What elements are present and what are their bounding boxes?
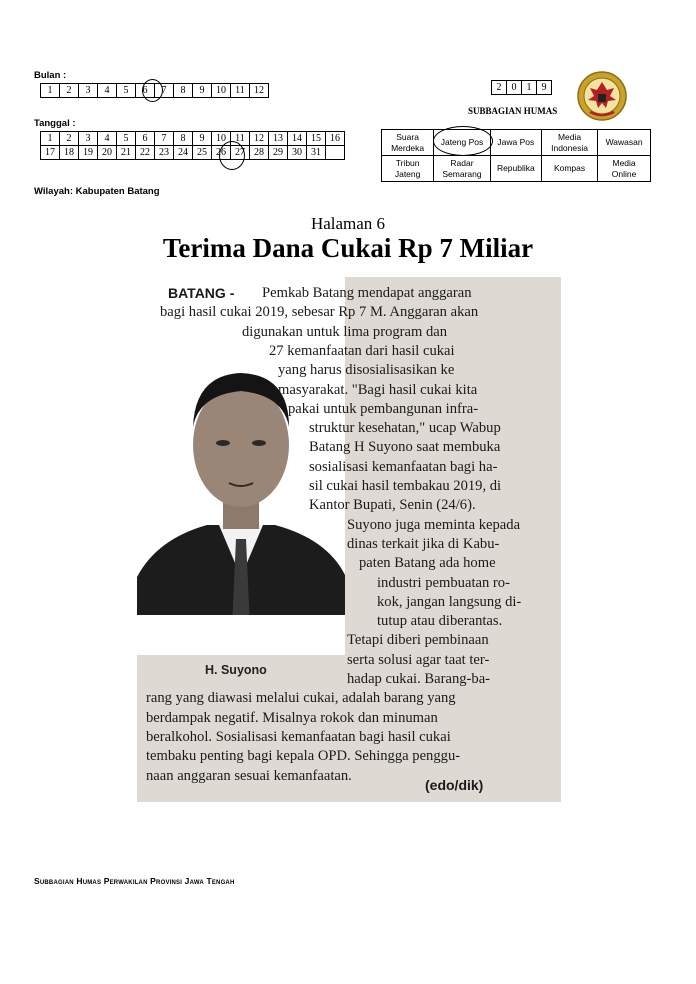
grid-cell: 2 <box>492 81 507 95</box>
author-credit: (edo/dik) <box>425 777 484 793</box>
article-line: pakai untuk pembangunan infra- <box>288 400 479 417</box>
selected-month-circle <box>142 79 163 102</box>
grid-cell: Republika <box>490 156 541 182</box>
grid-cell: 9 <box>537 81 552 95</box>
grid-cell: 1 <box>41 132 60 146</box>
article-line: paten Batang ada home <box>359 555 496 572</box>
grid-cell: 9 <box>193 132 212 146</box>
article-line: struktur kesehatan," ucap Wabup <box>309 420 501 437</box>
news-clipping <box>137 277 561 802</box>
grid-cell: 17 <box>41 146 60 160</box>
selected-media-circle <box>433 126 493 156</box>
grid-cell: 29 <box>269 146 288 160</box>
grid-cell: 19 <box>79 146 98 160</box>
article-line: Pemkab Batang mendapat anggaran <box>262 285 472 301</box>
year-box <box>491 80 552 95</box>
article-line: tutup atau diberantas. <box>377 613 503 630</box>
grid-cell: 0 <box>507 81 522 95</box>
grid-cell: 10 <box>212 132 231 146</box>
grid-cell: 5 <box>117 132 136 146</box>
dateline: BATANG - <box>168 285 235 301</box>
grid-cell: Media Indonesia <box>541 130 597 156</box>
photo-caption: H. Suyono <box>205 663 267 677</box>
article-line: tembaku penting bagi kepala OPD. Sehingga penggu- <box>146 748 461 765</box>
article-line: Kantor Bupati, Senin (24/6). <box>309 497 476 514</box>
grid-cell: 30 <box>288 146 307 160</box>
grid-cell: Suara Merdeka <box>382 130 434 156</box>
grid-cell: 1 <box>522 81 537 95</box>
article-line: berdampak negatif. Misalnya rokok dan minuman <box>146 709 438 726</box>
grid-cell: 16 <box>326 132 345 146</box>
grid-cell: 2 <box>60 84 79 98</box>
grid-cell: 3 <box>79 132 98 146</box>
article-line: kok, jangan langsung di- <box>377 593 522 610</box>
grid-cell: 11 <box>231 132 250 146</box>
grid-cell: 6 <box>136 84 155 98</box>
article-line: Tetapi diberi pembinaan <box>347 632 489 649</box>
grid-cell: 7 <box>155 84 174 98</box>
garuda-logo-icon <box>576 70 628 122</box>
grid-cell: 14 <box>288 132 307 146</box>
grid-cell: Tribun Jateng <box>382 156 434 182</box>
grid-cell: Jateng Pos <box>434 130 491 156</box>
grid-cell: Wawasan <box>598 130 651 156</box>
article-line: sosialisasi kemanfaatan bagi ha- <box>309 458 498 475</box>
grid-cell: 7 <box>155 132 174 146</box>
grid-cell: 12 <box>250 84 269 98</box>
article-line: industri pembuatan ro- <box>377 574 510 591</box>
grid-cell: 5 <box>117 84 136 98</box>
page-number: Halaman 6 <box>310 214 386 233</box>
grid-cell: 24 <box>174 146 193 160</box>
article-line: beralkohol. Sosialisasi kemanfaatan bagi hasil cukai <box>146 728 451 745</box>
grid-cell: 6 <box>136 132 155 146</box>
tanggal-label: Tanggal : <box>34 118 76 129</box>
grid-cell: 15 <box>307 132 326 146</box>
grid-cell: 8 <box>174 132 193 146</box>
grid-cell: 31 <box>307 146 326 160</box>
article-line: serta solusi agar taat ter- <box>347 651 490 668</box>
article-line: hadap cukai. Barang-ba- <box>347 671 491 687</box>
article-line: digunakan untuk lima program dan <box>242 323 448 340</box>
article-line: Suyono juga meminta kepada <box>347 516 521 533</box>
grid-cell: Radar Semarang <box>434 156 491 182</box>
grid-cell: 9 <box>193 84 212 98</box>
grid-cell: 18 <box>60 146 79 160</box>
office-label: SUBBAGIAN HUMAS <box>468 106 558 116</box>
grid-cell: Media Online <box>598 156 651 182</box>
article-line: sil cukai hasil tembakau 2019, di <box>309 478 502 494</box>
grid-cell: 22 <box>136 146 155 160</box>
grid-cell: 4 <box>98 132 117 146</box>
article-line: naan anggaran sesuai kemanfaatan. <box>146 767 352 784</box>
grid-cell: Kompas <box>541 156 597 182</box>
grid-cell: 12 <box>250 132 269 146</box>
grid-cell: 8 <box>174 84 193 98</box>
article-title: Terima Dana Cukai Rp 7 Miliar <box>162 233 534 263</box>
grid-cell: 23 <box>155 146 174 160</box>
article-line: Batang H Suyono saat membuka <box>309 439 501 456</box>
media-table <box>381 129 651 182</box>
grid-cell: 3 <box>79 84 98 98</box>
footer-text: Subbagian Humas Perwakilan Provinsi Jawa Tengah <box>34 876 235 886</box>
selected-date-circle <box>219 141 245 170</box>
grid-cell: 25 <box>193 146 212 160</box>
grid-cell: 28 <box>250 146 269 160</box>
grid-cell: 11 <box>231 84 250 98</box>
article-line: rang yang diawasi melalui cukai, adalah barang yang <box>146 690 456 707</box>
grid-cell: 10 <box>212 84 231 98</box>
article-line: 27 kemanfaatan dari hasil cukai <box>269 342 455 359</box>
wilayah-label: Wilayah: Kabupaten Batang <box>34 186 160 197</box>
grid-cell: 2 <box>60 132 79 146</box>
grid-cell: 26 <box>212 146 231 160</box>
grid-cell: Jawa Pos <box>490 130 541 156</box>
article-line: masyarakat. "Bagi hasil cukai kita <box>278 381 478 398</box>
grid-cell: 21 <box>117 146 136 160</box>
article-line: bagi hasil cukai 2019, sebesar Rp 7 M. Anggaran akan <box>160 304 479 321</box>
article-line: yang harus disosialisasikan ke <box>278 362 455 379</box>
grid-cell: 13 <box>269 132 288 146</box>
grid-cell: 20 <box>98 146 117 160</box>
bulan-label: Bulan : <box>34 70 67 81</box>
article-line: dinas terkait jika di Kabu- <box>347 535 500 552</box>
grid-cell: 4 <box>98 84 117 98</box>
grid-cell: 1 <box>41 84 60 98</box>
date-grid <box>40 131 345 160</box>
grid-cell <box>326 146 345 160</box>
grid-cell: 27 <box>231 146 250 160</box>
